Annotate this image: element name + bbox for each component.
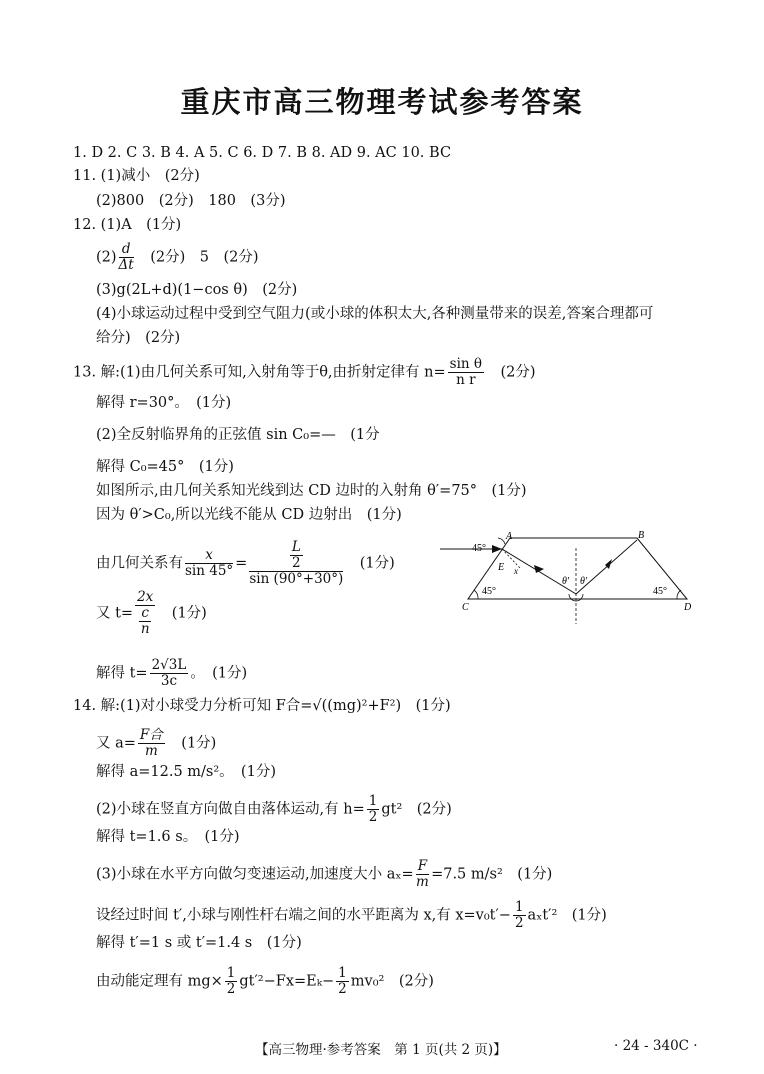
frac-den: 2 bbox=[226, 981, 236, 997]
footer-code: · 24 - 340C · bbox=[614, 1038, 698, 1054]
q14-line8: 解得 t′=1 s 或 t′=1.4 s (1分) bbox=[96, 935, 302, 951]
inner-fraction bbox=[290, 540, 303, 571]
frac-den bbox=[135, 606, 155, 637]
q14-l6-pre: (3)小球在水平方向做匀变速运动,加速度大小 aₓ= bbox=[96, 866, 414, 883]
q13-line8 bbox=[96, 590, 207, 637]
q13-l9-pre: 解得 t= bbox=[96, 665, 148, 682]
q13-line3: (2)全反射临界角的正弦值 sin C₀=— (1分 bbox=[96, 427, 380, 443]
frac-den: m bbox=[415, 874, 429, 890]
label-c: C bbox=[462, 602, 469, 613]
frac-num: sin θ bbox=[449, 356, 482, 372]
frac-den: m bbox=[144, 743, 158, 759]
fraction-half bbox=[513, 900, 526, 931]
q11-line1: 11. (1)减小 (2分) bbox=[73, 168, 200, 184]
mc-answers: 1. D 2. C 3. B 4. A 5. C 6. D 7. B 8. AD 9. AC 10. BC bbox=[73, 145, 452, 161]
q12-line4: (4)小球运动过程中受到空气阻力(或小球的体积太大,各种测量带来的误差,答案合理都可 bbox=[96, 306, 654, 322]
frac-num: 1 bbox=[226, 965, 236, 981]
inner-fraction bbox=[139, 606, 151, 637]
q13-l7-pre: 由几何关系有 bbox=[96, 555, 183, 572]
q13-l1-pre: 13. 解:(1)由几何关系可知,入射角等于θ,由折射定律有 n= bbox=[73, 364, 446, 381]
q13-l1-post: (2分) bbox=[486, 364, 536, 381]
frac-den: 2 bbox=[338, 981, 347, 997]
fraction-f-over-m bbox=[416, 859, 429, 890]
fraction-half-2 bbox=[336, 966, 349, 997]
q14-l4-pre: (2)小球在竖直方向做自由落体运动,有 h= bbox=[96, 801, 365, 818]
q12-l2-pre: (2) bbox=[96, 249, 117, 266]
frac-num: 1 bbox=[338, 965, 347, 981]
fraction-half bbox=[367, 794, 380, 825]
q13-line7 bbox=[96, 540, 395, 587]
q13-line4: 解得 C₀=45° (1分) bbox=[96, 459, 234, 475]
q13-line9 bbox=[96, 658, 247, 689]
inner-den: 2 bbox=[292, 555, 301, 571]
fraction-L2-sin120 bbox=[249, 540, 343, 587]
fraction-half bbox=[225, 966, 238, 997]
fraction-snell bbox=[448, 357, 484, 388]
q14-line4 bbox=[96, 794, 452, 825]
q12-l2-post: (2分) 5 (2分) bbox=[135, 249, 259, 266]
q12-line3: (3)g(2L+d)(1−cos θ) (2分) bbox=[96, 282, 298, 298]
q14-l9-mid: gt′²−Fx=Eₖ− bbox=[239, 973, 335, 990]
label-a: A bbox=[506, 531, 513, 542]
fraction-x-sin45 bbox=[185, 548, 233, 579]
q14-line5: 解得 t=1.6 s。 (1分) bbox=[96, 829, 240, 845]
frac-num: 1 bbox=[368, 793, 378, 809]
angle-d-label: 45° bbox=[653, 586, 667, 597]
q14-line6 bbox=[96, 859, 552, 890]
q12-line1: 12. (1)A (1分) bbox=[73, 217, 182, 233]
inner-num: L bbox=[291, 539, 301, 555]
q12-line5: 给分) (2分) bbox=[96, 330, 181, 346]
frac-num: F bbox=[417, 858, 428, 874]
q13-l9-post: 。 (1分) bbox=[190, 665, 248, 682]
frac-den: n r bbox=[456, 372, 476, 388]
frac-num: d bbox=[119, 242, 134, 258]
frac-den: 2 bbox=[514, 915, 524, 931]
q14-l4-post: gt² (2分) bbox=[381, 801, 452, 818]
q14-l9-post: mv₀² (2分) bbox=[350, 973, 434, 990]
q12-line2 bbox=[96, 242, 259, 273]
q13-line2: 解得 r=30°。 (1分) bbox=[96, 395, 232, 411]
q13-l8-pre: 又 t= bbox=[96, 605, 134, 622]
frac-den: Δt bbox=[118, 257, 134, 273]
frac-num: 2x bbox=[137, 589, 154, 605]
q14-line9 bbox=[96, 966, 434, 997]
frac-den: sin 45° bbox=[185, 563, 234, 579]
label-d: D bbox=[684, 602, 692, 613]
q14-line1: 14. 解:(1)对小球受力分析可知 F合=√((mg)²+F²) (1分) bbox=[73, 698, 451, 714]
footer-page-info: 【高三物理·参考答案 第 1 页(共 2 页)】 bbox=[255, 1042, 507, 1058]
label-b: B bbox=[638, 530, 645, 541]
q14-line2 bbox=[96, 728, 216, 759]
angle-c-label: 45° bbox=[482, 586, 496, 597]
frac-den: sin (90°+30°) bbox=[249, 571, 344, 587]
frac-num: 2√3L bbox=[151, 657, 187, 673]
q14-line7 bbox=[96, 900, 607, 931]
inner-num: c bbox=[141, 605, 149, 621]
frac-num: F合 bbox=[139, 727, 163, 743]
frac-num: x bbox=[185, 548, 233, 564]
frac-den: 3c bbox=[160, 673, 178, 689]
fraction-d-dt bbox=[119, 242, 134, 273]
page-title: 重庆市高三物理考试参考答案 bbox=[180, 85, 584, 119]
q11-line2: (2)800 (2分) 180 (3分) bbox=[96, 193, 286, 209]
q14-l6-post: =7.5 m/s² (1分) bbox=[431, 866, 553, 883]
x-label: x bbox=[514, 566, 518, 576]
q13-line5: 如图所示,由几何关系知光线到达 CD 边时的入射角 θ′=75° (1分) bbox=[96, 483, 527, 499]
q14-l7-post: aₓt′² (1分) bbox=[527, 907, 607, 924]
q13-line1 bbox=[73, 357, 536, 388]
q14-l7-pre: 设经过时间 t′,小球与刚性杆右端之间的水平距离为 x,有 x=v₀t′− bbox=[96, 907, 511, 924]
fraction-t-result bbox=[150, 658, 189, 689]
q14-l2-pre: 又 a= bbox=[96, 735, 136, 752]
fraction-2x-c-n bbox=[135, 590, 155, 637]
fraction-f-m bbox=[138, 728, 165, 759]
label-e: E bbox=[498, 562, 505, 573]
theta-right-label: θ′ bbox=[580, 576, 588, 587]
q13-l8-post: (1分) bbox=[157, 605, 207, 622]
inner-den: n bbox=[140, 621, 150, 637]
q14-line3: 解得 a=12.5 m/s²。 (1分) bbox=[96, 764, 276, 780]
frac-num: 1 bbox=[514, 899, 524, 915]
frac-den: 2 bbox=[368, 809, 378, 825]
q13-line6: 因为 θ′>C₀,所以光线不能从 CD 边射出 (1分) bbox=[96, 507, 402, 523]
angle-top-label: 45° bbox=[472, 543, 486, 554]
q14-l2-post: (1分) bbox=[166, 735, 217, 752]
q13-l7-post: (1分) bbox=[345, 555, 395, 572]
prism-diagram bbox=[440, 528, 700, 630]
theta-left-label: θ′ bbox=[562, 576, 570, 587]
angle-arc-top bbox=[498, 538, 505, 544]
equals-sign: = bbox=[235, 555, 248, 572]
q14-l9-pre: 由动能定理有 mg× bbox=[96, 973, 223, 990]
angle-arc-c bbox=[474, 590, 478, 599]
frac-num bbox=[249, 540, 343, 572]
